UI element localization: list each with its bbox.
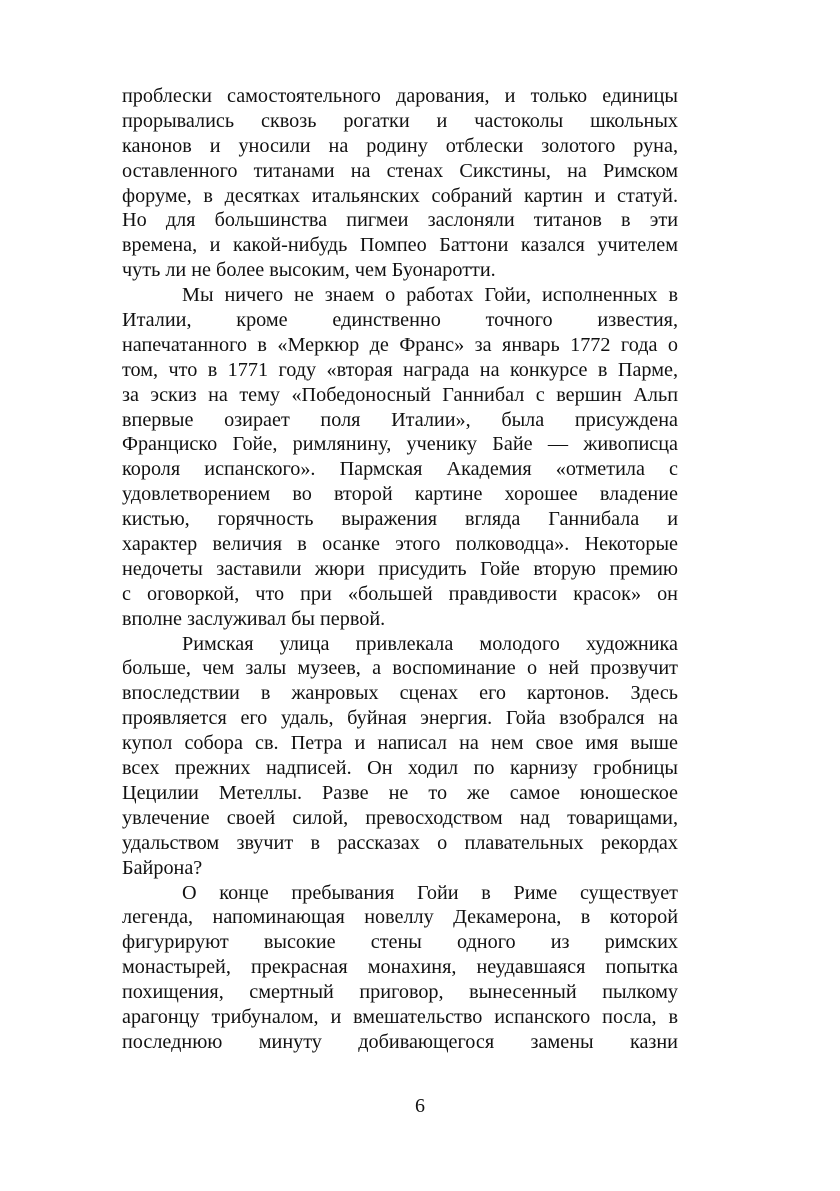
text-line: впоследствии в жанровых сценах его картонов. Здесь	[122, 682, 678, 705]
text-line: Италии, кроме единственно точного известия,	[122, 309, 678, 332]
text-line: фигурируют высокие стены одного из римских	[122, 931, 678, 954]
text-line: кистью, горячность выражения вгляда Ганнибала и	[122, 508, 678, 531]
text-line: форуме, в десятках итальянских собраний картин и статуй.	[122, 184, 678, 207]
text-line: Римская улица привлекала молодого художника	[182, 632, 678, 655]
text-line: времена, и какой-нибудь Помпео Баттони казался учителем	[122, 234, 678, 257]
text-line: последнюю минуту добивающегося замены казни	[122, 1030, 678, 1053]
text-line: Байрона?	[122, 856, 203, 879]
text-line: короля испанского». Пармская Академия «отметила с	[122, 458, 678, 481]
text-line: канонов и уносили на родину отблески золотого руна,	[122, 134, 678, 157]
body-text	[122, 84, 678, 1055]
text-line: прорывались сквозь рогатки и частоколы школьных	[122, 109, 678, 132]
text-line: купол собора св. Петра и написал на нем свое имя выше	[122, 732, 678, 755]
text-line: увлечение своей силой, превосходством над товарищами,	[122, 806, 678, 829]
text-line: проблески самостоятельного дарования, и только единицы	[122, 85, 678, 107]
text-line: арагонцу трибуналом, и вмешательство испанского посла, в	[122, 1005, 678, 1028]
text-line: оставленного титанами на стенах Сикстины, на Римском	[122, 159, 678, 182]
text-line: проявляется его удаль, буйная энергия. Гойа взобрался на	[122, 707, 678, 730]
text-line: легенда, напоминающая новеллу Декамерона, в которой	[122, 906, 678, 929]
text-line: Мы ничего не знаем о работах Гойи, исполненных в	[182, 284, 678, 307]
text-line: удовлетворением во второй картине хорошее владение	[122, 483, 678, 506]
text-line: недочеты заставили жюри присудить Гойе вторую премию	[122, 557, 678, 580]
text-line: всех прежних надписей. Он ходил по карнизу гробницы	[122, 757, 678, 780]
text-line: с оговоркой, что при «большей правдивости красок» он	[122, 582, 678, 605]
text-line: монастырей, прекрасная монахиня, неудавшаяся попытка	[122, 956, 678, 979]
page-number: 6	[415, 1095, 425, 1117]
text-line: характер величия в осанке этого полководца». Некоторые	[122, 533, 678, 556]
text-line: том, что в 1771 году «вторая награда на конкурсе в Парме,	[122, 358, 678, 381]
text-line: больше, чем залы музеев, а воспоминание о ней прозвучит	[122, 657, 678, 680]
text-line: Цецилии Метеллы. Разве не то же самое юношеское	[122, 781, 678, 804]
text-line: О конце пребывания Гойи в Риме существует	[182, 881, 678, 904]
text-line: удальством звучит в рассказах о плавательных рекордах	[122, 831, 678, 854]
text-line: похищения, смертный приговор, вынесенный пылкому	[122, 981, 678, 1004]
text-line: Но для большинства пигмеи заслоняли титанов в эти	[122, 209, 678, 232]
text-line: Франциско Гойе, римлянину, ученику Байе — живописца	[122, 433, 678, 456]
text-line: чуть ли не более высоким, чем Буонаротти.	[122, 259, 496, 282]
text-line: впервые озирает поля Италии», была присуждена	[122, 408, 678, 431]
text-line: за эскиз на тему «Победоносный Ганнибал с вершин Альп	[122, 383, 678, 406]
text-line: вполне заслуживал бы первой.	[122, 607, 386, 630]
text-line: напечатанного в «Меркюр де Франс» за январь 1772 года о	[122, 333, 678, 356]
